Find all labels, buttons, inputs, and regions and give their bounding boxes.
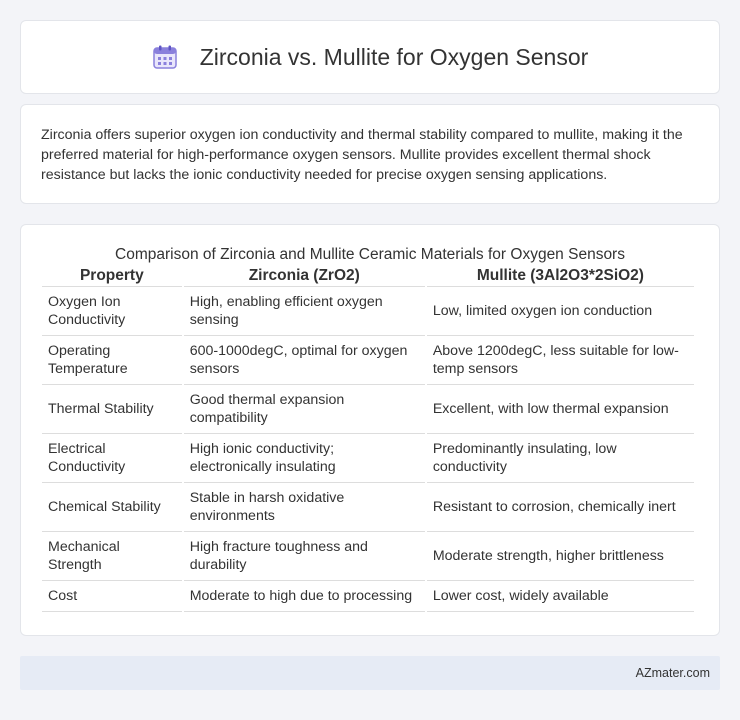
comparison-table-card <box>20 224 720 636</box>
table-row <box>42 336 694 385</box>
cell-property: Chemical Stability <box>42 483 182 532</box>
cell-zirconia: Stable in harsh oxidative environments <box>184 483 425 532</box>
cell-property: Operating Temperature <box>42 336 182 385</box>
footer-brand[interactable]: AZmater.com <box>635 666 710 680</box>
table-row <box>42 385 694 434</box>
cell-mullite: Low, limited oxygen ion conduction <box>427 287 694 336</box>
summary-text: Zirconia offers superior oxygen ion conductivity and thermal stability compared to mullite, making it the preferred material for high-performance oxygen sensors. Mullite provides excellent thermal shock resistance but lacks the ionic conductivity needed for precise oxygen sensing applications. <box>41 127 683 183</box>
footer <box>20 656 720 690</box>
table-row <box>42 483 694 532</box>
cell-property: Mechanical Strength <box>42 532 182 581</box>
cell-zirconia: Moderate to high due to processing <box>184 581 425 612</box>
cell-zirconia: High fracture toughness and durability <box>184 532 425 581</box>
calendar-icon <box>152 44 178 70</box>
cell-mullite: Moderate strength, higher brittleness <box>427 532 694 581</box>
cell-mullite: Excellent, with low thermal expansion <box>427 385 694 434</box>
cell-mullite: Lower cost, widely available <box>427 581 694 612</box>
comparison-table <box>40 265 696 612</box>
cell-zirconia: Good thermal expansion compatibility <box>184 385 425 434</box>
table-row <box>42 532 694 581</box>
cell-mullite: Above 1200degC, less suitable for low-temp sensors <box>427 336 694 385</box>
table-caption: Comparison of Zirconia and Mullite Ceramic Materials for Oxygen Sensors <box>115 246 625 263</box>
table-row <box>42 287 694 336</box>
cell-property: Oxygen Ion Conductivity <box>42 287 182 336</box>
header-zirconia: Zirconia (ZrO2) <box>184 265 425 287</box>
cell-mullite: Predominantly insulating, low conductivity <box>427 434 694 483</box>
summary-card <box>20 104 720 204</box>
cell-mullite: Resistant to corrosion, chemically inert <box>427 483 694 532</box>
page-title: Zirconia vs. Mullite for Oxygen Sensor <box>199 43 589 70</box>
cell-zirconia: 600-1000degC, optimal for oxygen sensors <box>184 336 425 385</box>
cell-property: Cost <box>42 581 182 612</box>
title-card <box>20 20 720 94</box>
table-row <box>42 434 694 483</box>
cell-zirconia: High, enabling efficient oxygen sensing <box>184 287 425 336</box>
table-row <box>42 581 694 612</box>
header-property: Property <box>42 265 182 287</box>
header-mullite: Mullite (3Al2O3*2SiO2) <box>427 265 694 287</box>
table-header-row <box>42 265 694 287</box>
cell-zirconia: High ionic conductivity; electronically insulating <box>184 434 425 483</box>
cell-property: Thermal Stability <box>42 385 182 434</box>
cell-property: Electrical Conductivity <box>42 434 182 483</box>
